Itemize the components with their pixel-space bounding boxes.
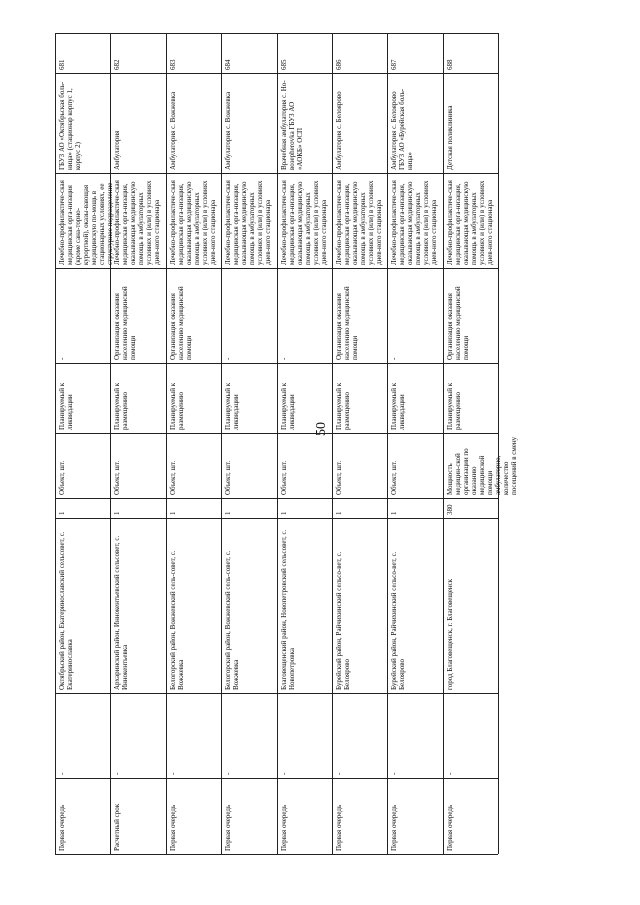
cell-text-profile: Лечебно-профилактиче-ская медицинская орга-низация, оказывающая медицинскую помощь в амбулаторных условиях и (или) в условиях днев-ного стационара bbox=[280, 180, 328, 265]
cell-text-status: Планируемый к ликвидации bbox=[280, 382, 296, 430]
cell-profile bbox=[444, 174, 497, 267]
cell-location bbox=[167, 519, 220, 692]
cell-profile bbox=[56, 174, 114, 267]
cell-name bbox=[56, 74, 109, 172]
cell-text-char_value: 1 bbox=[390, 511, 398, 515]
cell-text-profile: Лечебно-профилактиче-ская медицинская орга-низация, оказывающая медицинскую помощь в амбулаторных условиях и (или) в условиях днев-ного стационара bbox=[224, 180, 272, 265]
cell-text-profile: Лечебно-профилактиче-ская медицинская орга-низация, оказывающая медицинскую помощь в амбулаторных условиях и (или) в условиях днев-ного стационара bbox=[335, 180, 383, 265]
cell-blank bbox=[167, 694, 220, 777]
cell-text-char_name: Объект, шт. bbox=[58, 460, 66, 495]
cell-deadline bbox=[388, 779, 441, 853]
cell-text-purpose: - bbox=[58, 357, 66, 360]
cell-name bbox=[388, 74, 441, 172]
cell-name bbox=[333, 74, 386, 172]
cell-no bbox=[444, 34, 497, 72]
cell-no bbox=[111, 34, 164, 72]
cell-text-char_value: 1 bbox=[280, 511, 288, 515]
cell-purpose bbox=[56, 269, 109, 362]
cell-text-no: 686 bbox=[335, 59, 343, 70]
cell-char_value bbox=[167, 499, 220, 517]
cell-purpose bbox=[388, 269, 441, 362]
cell-char_value bbox=[222, 499, 275, 517]
cell-text-name: Амбулатория с. Вожжевка bbox=[169, 91, 177, 170]
cell-location bbox=[56, 519, 109, 692]
cell-status bbox=[278, 364, 331, 432]
cell-text-deadline: Первая очередь bbox=[335, 804, 343, 851]
cell-text-location: Белогорский район, Вожжевский сель-совет, с. Вожжевка bbox=[224, 550, 240, 690]
cell-status bbox=[56, 364, 109, 432]
cell-name bbox=[278, 74, 331, 172]
page-number: 50 bbox=[314, 422, 329, 436]
cell-profile bbox=[278, 174, 331, 267]
cell-blank bbox=[222, 694, 275, 777]
cell-blank bbox=[278, 694, 331, 777]
cell-no bbox=[333, 34, 386, 72]
cell-name bbox=[222, 74, 275, 172]
cell-deadline bbox=[278, 779, 331, 853]
cell-text-profile: Лечебно-профилактиче-ская медицинская орга-низация, оказывающая медицинскую помощь в амбулаторных условиях и (или) в условиях днев-ного стационара bbox=[390, 180, 438, 265]
cell-text-purpose: - bbox=[224, 357, 232, 360]
cell-text-purpose: Организация оказания населению медицинской помощи bbox=[446, 286, 470, 360]
cell-char_value bbox=[56, 499, 109, 517]
cell-status bbox=[388, 364, 441, 432]
cell-text-char_value: 380 bbox=[446, 504, 454, 515]
cell-text-status: Планируемый к размещению bbox=[335, 382, 351, 430]
cell-text-name: Врачебная амбулатория с. Но-возерherovka ГБУЗ АО «АОКБ» ОСП bbox=[280, 80, 304, 170]
cell-blank bbox=[333, 694, 386, 777]
cell-location bbox=[444, 519, 497, 692]
cell-text-name: Амбулатория с. Белоярово bbox=[335, 91, 343, 170]
cell-text-deadline: Расчетный срок bbox=[113, 803, 121, 851]
cell-text-blank: - bbox=[390, 772, 398, 775]
cell-text-profile: Лечебно-профилактиче-ская медицинская орга-низация, оказывающая медицинскую помощь в амбулаторных условиях и (или) в условиях днев-ного стационара bbox=[169, 180, 217, 265]
cell-char_name bbox=[333, 434, 386, 497]
cell-text-no: 684 bbox=[224, 59, 232, 70]
cell-text-char_name: Объект, шт. bbox=[224, 460, 232, 495]
cell-blank bbox=[111, 694, 164, 777]
cell-text-blank: - bbox=[224, 772, 232, 775]
cell-text-status: Планируемый к ликвидации bbox=[224, 382, 240, 430]
cell-location bbox=[222, 519, 275, 692]
cell-location bbox=[333, 519, 386, 692]
cell-purpose bbox=[333, 269, 386, 362]
cell-text-char_value: 1 bbox=[224, 511, 232, 515]
cell-deadline bbox=[444, 779, 497, 853]
cell-char_value bbox=[333, 499, 386, 517]
cell-no bbox=[278, 34, 331, 72]
cell-text-status: Планируемый к размещению bbox=[169, 382, 185, 430]
cell-blank bbox=[444, 694, 497, 777]
cell-name bbox=[111, 74, 164, 172]
cell-text-deadline: Первая очередь bbox=[169, 804, 177, 851]
cell-name bbox=[167, 74, 220, 172]
cell-profile bbox=[333, 174, 386, 267]
cell-char_value bbox=[388, 499, 441, 517]
cell-char_name bbox=[111, 434, 164, 497]
cell-text-char_value: 1 bbox=[113, 511, 121, 515]
cell-text-deadline: Первая очередь bbox=[446, 804, 454, 851]
cell-char_value bbox=[278, 499, 331, 517]
cell-text-blank: - bbox=[280, 772, 288, 775]
cell-location bbox=[278, 519, 331, 692]
cell-text-profile: Лечебно-профилактиче-ская медицинская орга-низация, оказывающая медицинскую помощь в амбулаторных условиях и (или) в условиях днев-ного стационара bbox=[446, 180, 494, 265]
cell-purpose bbox=[278, 269, 331, 362]
cell-deadline bbox=[167, 779, 220, 853]
cell-text-char_value: 1 bbox=[335, 511, 343, 515]
cell-text-purpose: - bbox=[280, 357, 288, 360]
cell-text-name: Амбулатория bbox=[113, 130, 121, 170]
cell-text-purpose: - bbox=[390, 357, 398, 360]
cell-status bbox=[333, 364, 386, 432]
cell-location bbox=[111, 519, 164, 692]
cell-text-status: Планируемый к ликвидации bbox=[58, 382, 74, 430]
cell-text-location: Бурейский район, Райчихинский сельсо-вет, с. Белоярово bbox=[390, 551, 406, 690]
cell-text-status: Планируемый к размещению bbox=[446, 382, 462, 430]
cell-char_name bbox=[278, 434, 331, 497]
cell-text-location: Белогорский район, Вожжевский сель-совет, с. Вожжевка bbox=[169, 550, 185, 690]
cell-char_value bbox=[111, 499, 164, 517]
cell-text-name: ГБУЗ АО «Октябрьская боль-ница» (стационар корпус 1, корпус 2) bbox=[58, 81, 82, 170]
cell-no bbox=[167, 34, 220, 72]
cell-char_name bbox=[222, 434, 275, 497]
cell-status bbox=[167, 364, 220, 432]
cell-deadline bbox=[111, 779, 164, 853]
cell-purpose bbox=[167, 269, 220, 362]
cell-text-location: Бурейский район, Райчихинский сельсо-вет, с. Белоярово bbox=[335, 551, 351, 690]
cell-text-deadline: Первая очередь bbox=[58, 804, 66, 851]
cell-text-no: 688 bbox=[446, 59, 454, 70]
cell-no bbox=[388, 34, 441, 72]
horizontal-rule bbox=[55, 854, 498, 855]
cell-text-name: Детская поликлиника bbox=[446, 105, 454, 170]
cell-profile bbox=[167, 174, 220, 267]
cell-purpose bbox=[444, 269, 497, 362]
cell-text-purpose: Организация оказания населению медицинской помощи bbox=[169, 286, 193, 360]
cell-blank bbox=[388, 694, 441, 777]
cell-name bbox=[444, 74, 497, 172]
cell-purpose bbox=[222, 269, 275, 362]
cell-text-char_name: Объект, шт. bbox=[390, 460, 398, 495]
cell-status bbox=[222, 364, 275, 432]
cell-text-name: Амбулатория с. Белоярово ГБУЗ АО «Бурейская боль-ница» bbox=[390, 88, 414, 170]
cell-text-location: Октябрьский район, Екатеринославский сельсовет, с. Екатеринославка bbox=[58, 531, 74, 690]
cell-text-no: 681 bbox=[58, 59, 66, 70]
cell-text-char_name: Объект, шт. bbox=[169, 460, 177, 495]
cell-text-char_name: Объект, шт. bbox=[280, 460, 288, 495]
cell-text-purpose: Организация оказания населению медицинской помощи bbox=[113, 286, 137, 360]
cell-deadline bbox=[222, 779, 275, 853]
cell-deadline bbox=[333, 779, 386, 853]
cell-char_value bbox=[444, 499, 497, 517]
cell-text-char_name: Мощность медицин-ской организации по оказанию медицинской помощи амбулаторно, количество посещений в смену bbox=[446, 436, 518, 495]
cell-status bbox=[111, 364, 164, 432]
cell-text-profile: Лечебно-профилактиче-ская медицинская орга-низация (кроме санa-торно-курортной), оказы-вающая медицинскую по-мощь в стационарных условиях, ее структурное подразделение bbox=[58, 180, 114, 265]
cell-text-blank: - bbox=[335, 772, 343, 775]
cell-deadline bbox=[56, 779, 109, 853]
cell-text-deadline: Первая очередь bbox=[280, 804, 288, 851]
cell-blank bbox=[56, 694, 109, 777]
cell-text-no: 687 bbox=[390, 59, 398, 70]
cell-text-status: Планируемый к размещению bbox=[113, 382, 129, 430]
cell-text-no: 683 bbox=[169, 59, 177, 70]
cell-text-status: Планируемый к ликвидации bbox=[390, 382, 406, 430]
cell-text-char_value: 1 bbox=[58, 511, 66, 515]
cell-text-blank: - bbox=[446, 772, 454, 775]
cell-profile bbox=[388, 174, 441, 267]
cell-text-profile: Лечебно-профилактиче-ская медицинская орга-низация, оказывающая медицинскую помощь в амбулаторных условиях и (или) в условиях днев-ного стационара bbox=[113, 180, 161, 265]
cell-text-location: Архаринский район, Иннокентьевский сельсовет, с. Иннокентьевка bbox=[113, 535, 129, 690]
cell-char_name bbox=[444, 434, 518, 497]
objects-table bbox=[55, 33, 518, 854]
cell-text-purpose: Организация оказания населению медицинской помощи bbox=[335, 286, 359, 360]
cell-no bbox=[222, 34, 275, 72]
cell-char_name bbox=[167, 434, 220, 497]
cell-text-blank: - bbox=[169, 772, 177, 775]
cell-text-char_value: 1 bbox=[169, 511, 177, 515]
cell-status bbox=[444, 364, 497, 432]
cell-text-blank: - bbox=[113, 772, 121, 775]
cell-text-location: город Благовещенск, г. Благовещенск bbox=[446, 578, 454, 690]
cell-char_name bbox=[56, 434, 109, 497]
cell-no bbox=[56, 34, 109, 72]
cell-text-location: Благовещенский район, Новопетровский сельсовет, с. Новопетровка bbox=[280, 529, 296, 690]
cell-text-blank: - bbox=[58, 772, 66, 775]
cell-text-deadline: Первая очередь bbox=[390, 804, 398, 851]
cell-text-char_name: Объект, шт. bbox=[335, 460, 343, 495]
cell-profile bbox=[111, 174, 164, 267]
cell-text-char_name: Объект, шт. bbox=[113, 460, 121, 495]
cell-profile bbox=[222, 174, 275, 267]
cell-char_name bbox=[388, 434, 441, 497]
cell-purpose bbox=[111, 269, 164, 362]
cell-text-deadline: Первая очередь bbox=[224, 804, 232, 851]
cell-location bbox=[388, 519, 441, 692]
cell-text-no: 682 bbox=[113, 59, 121, 70]
cell-text-no: 685 bbox=[280, 59, 288, 70]
cell-text-name: Амбулатория с. Вожжевка bbox=[224, 91, 232, 170]
